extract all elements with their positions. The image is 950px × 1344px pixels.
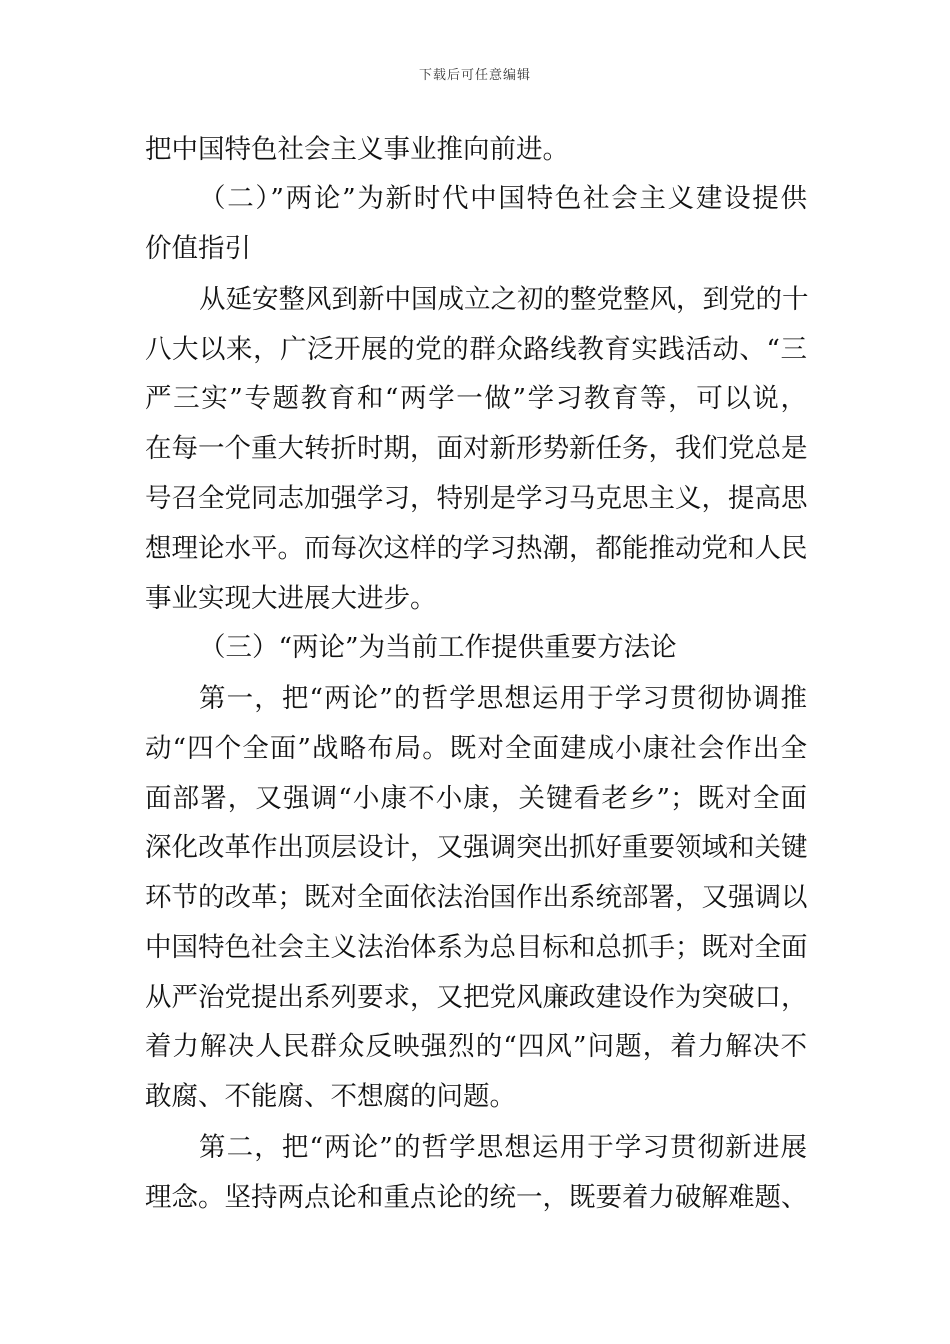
body-line: 在每一个重大转折时期，面对新形势新任务，我们党总是 <box>145 433 808 464</box>
body-line: 环节的改革；既对全面依法治国作出系统部署，又强调以 <box>145 882 808 913</box>
body-line: 从严治党提出系列要求，又把党风廉政建设作为突破口， <box>145 982 808 1013</box>
body-line: 第二，把“两论”的哲学思想运用于学习贯彻新进展 <box>199 1132 807 1163</box>
page-header: 下载后可任意编辑 <box>418 68 531 83</box>
body-line: 把中国特色社会主义事业推向前进。 <box>145 134 569 165</box>
body-line: 深化改革作出顶层设计，又强调突出抓好重要领域和关键 <box>145 832 808 863</box>
body-line: 动“四个全面”战略布局。既对全面建成小康社会作出全 <box>145 733 807 764</box>
body-line: 中国特色社会主义法治体系为总目标和总抓手；既对全面 <box>145 932 808 963</box>
body-line: 敢腐、不能腐、不想腐的问题。 <box>145 1081 516 1112</box>
body-line: 着力解决人民群众反映强烈的“四风”问题，着力解决不 <box>145 1031 807 1062</box>
body-line: 面部署，又强调“小康不小康，关键看老乡”；既对全面 <box>145 783 807 814</box>
body-line: 严三实”专题教育和“两学一做”学习教育等，可以说， <box>145 383 807 414</box>
section-heading-2-cont: 价值指引 <box>145 233 251 264</box>
body-line: 想理论水平。而每次这样的学习热潮，都能推动党和人民 <box>145 533 808 564</box>
body-line: 事业实现大进展大进步。 <box>145 583 437 614</box>
body-line: 理念。坚持两点论和重点论的统一，既要着力破解难题、 <box>145 1182 808 1213</box>
body-line: 号召全党同志加强学习，特别是学习马克思主义，提高思 <box>145 483 808 514</box>
body-line: 第一，把“两论”的哲学思想运用于学习贯彻协调推 <box>199 683 807 714</box>
body-line: 从延安整风到新中国成立之初的整党整风，到党的十 <box>199 284 809 315</box>
section-heading-3: （三）“两论”为当前工作提供重要方法论 <box>199 632 677 663</box>
section-heading-2: （二）”两论”为新时代中国特色社会主义建设提供 <box>199 183 807 214</box>
body-line: 八大以来，广泛开展的党的群众路线教育实践活动、“三 <box>145 334 807 365</box>
